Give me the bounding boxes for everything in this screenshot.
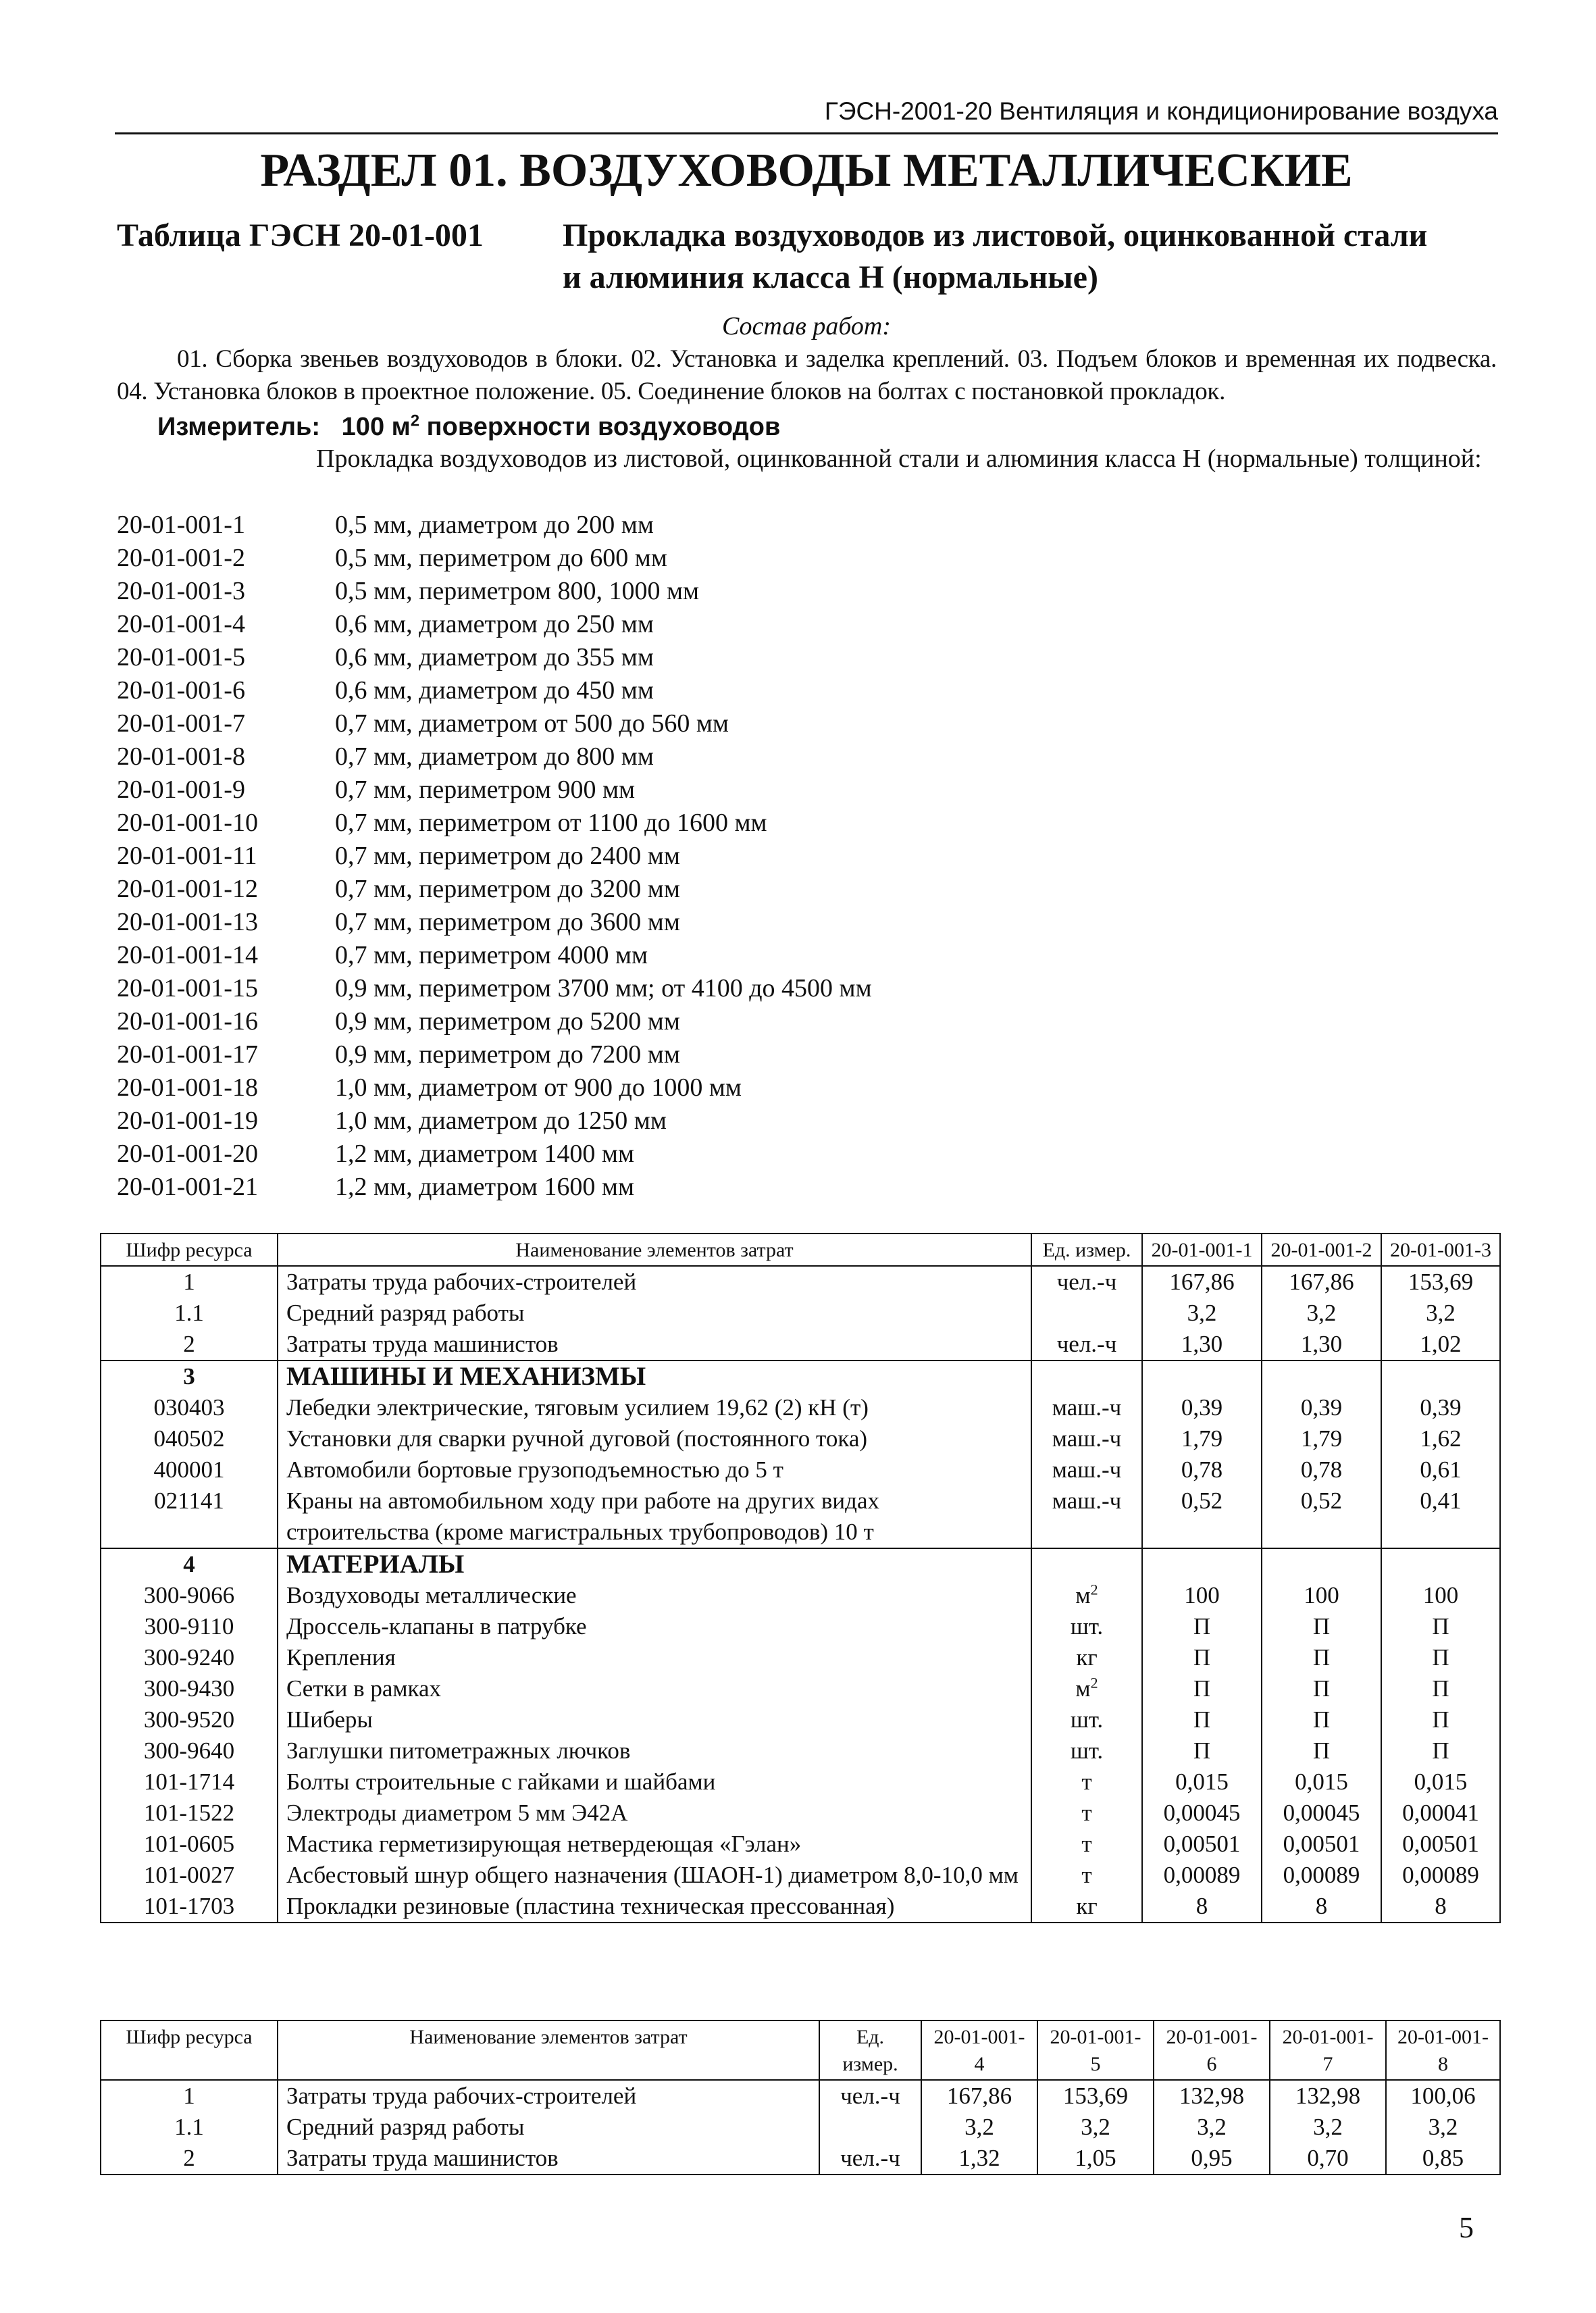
table-row xyxy=(101,1298,1500,1329)
unit-text: т xyxy=(1081,1862,1092,1888)
resource-code: 2 xyxy=(101,1329,278,1361)
value-cell: 0,015 xyxy=(1142,1766,1262,1798)
table-row xyxy=(101,1860,1500,1891)
value-cell: 0,015 xyxy=(1262,1766,1381,1798)
table-header-row xyxy=(101,2020,1500,2080)
resource-table-2 xyxy=(100,2020,1501,2175)
item-description: 1,2 мм, диаметром 1600 мм xyxy=(335,1173,635,1201)
unit-cell xyxy=(1031,1860,1142,1891)
value-cell: 132,98 xyxy=(1270,2080,1386,2112)
value-cell: 100 xyxy=(1142,1580,1262,1611)
value-cell: 0,78 xyxy=(1142,1454,1262,1485)
value-cell: П xyxy=(1142,1704,1262,1735)
unit-cell xyxy=(1031,1580,1142,1611)
value-cell: 0,39 xyxy=(1142,1392,1262,1423)
item-description: 0,6 мм, диаметром до 355 мм xyxy=(335,643,654,671)
resource-code: 1.1 xyxy=(101,1298,278,1329)
item-description: 1,0 мм, диаметром до 1250 мм xyxy=(335,1107,667,1135)
unit-superscript: 2 xyxy=(1090,1581,1098,1598)
value-cell: П xyxy=(1142,1611,1262,1642)
resource-code: 300-9066 xyxy=(101,1580,278,1611)
value-cell: 0,00089 xyxy=(1142,1860,1262,1891)
item-row xyxy=(117,509,1062,542)
unit-text: т xyxy=(1081,1800,1092,1826)
item-row xyxy=(117,1171,1062,1204)
value-cell: 0,52 xyxy=(1142,1485,1262,1548)
value-cell: 0,00501 xyxy=(1381,1829,1500,1860)
value-cell: 0,39 xyxy=(1381,1392,1500,1423)
value-cell: 3,2 xyxy=(921,2112,1037,2143)
resource-name: Затраты труда машинистов xyxy=(278,1329,1031,1361)
item-code: 20-01-001-15 xyxy=(117,974,258,1002)
value-cell xyxy=(1142,1361,1262,1392)
unit-text: чел.-ч xyxy=(1056,1331,1117,1357)
table-row xyxy=(101,2112,1500,2143)
unit-cell xyxy=(1031,1704,1142,1735)
value-cell: П xyxy=(1262,1611,1381,1642)
item-description: 0,7 мм, периметром до 3600 мм xyxy=(335,908,680,936)
unit-text: т xyxy=(1081,1769,1092,1795)
header-cell: Ед. измер. xyxy=(819,2020,921,2080)
unit-text: кг xyxy=(1076,1893,1098,1919)
value-cell: 100 xyxy=(1262,1580,1381,1611)
item-description: 0,7 мм, периметром до 2400 мм xyxy=(335,842,680,870)
value-cell: 0,015 xyxy=(1381,1766,1500,1798)
value-cell: 153,69 xyxy=(1381,1266,1500,1298)
resource-name: Лебедки электрические, тяговым усилием 19,62 (2) кН (т) xyxy=(278,1392,1031,1423)
resource-code: 1.1 xyxy=(101,2112,278,2143)
value-cell: 3,2 xyxy=(1386,2112,1500,2143)
unit-cell xyxy=(1031,1829,1142,1860)
item-code: 20-01-001-17 xyxy=(117,1040,258,1069)
resource-code: 2 xyxy=(101,2143,278,2175)
value-cell: П xyxy=(1262,1704,1381,1735)
table-row xyxy=(101,1611,1500,1642)
table-row xyxy=(101,1735,1500,1766)
table-row xyxy=(101,1766,1500,1798)
value-cell: П xyxy=(1142,1642,1262,1673)
unit-cell xyxy=(1031,1423,1142,1454)
running-header: ГЭСН-2001-20 Вентиляция и кондиционирование воздуха xyxy=(115,95,1498,134)
value-cell: 1,02 xyxy=(1381,1329,1500,1361)
unit-text: чел.-ч xyxy=(840,2083,900,2109)
table-row xyxy=(101,2080,1500,2112)
resource-table-1 xyxy=(100,1233,1501,1923)
items-intro: Прокладка воздуховодов из листовой, оцинкованной стали и алюминия класса Н (нормальные) толщиной: xyxy=(316,444,1482,473)
resource-name: Затраты труда рабочих-строителей xyxy=(278,2080,819,2112)
unit-cell xyxy=(1031,1735,1142,1766)
item-code: 20-01-001-5 xyxy=(117,643,245,671)
value-cell: П xyxy=(1381,1735,1500,1766)
resource-name: Шиберы xyxy=(278,1704,1031,1735)
value-cell: 8 xyxy=(1142,1891,1262,1923)
value-cell: 153,69 xyxy=(1037,2080,1154,2112)
table-row xyxy=(101,1329,1500,1361)
resource-name: Дроссель-клапаны в патрубке xyxy=(278,1611,1031,1642)
unit-text: чел.-ч xyxy=(840,2145,900,2171)
resource-name: Средний разряд работы xyxy=(278,2112,819,2143)
group-row xyxy=(101,1361,1500,1392)
resource-name: Мастика герметизирующая нетвердеющая «Гэлан» xyxy=(278,1829,1031,1860)
value-cell: 167,86 xyxy=(1262,1266,1381,1298)
item-code: 20-01-001-9 xyxy=(117,776,245,804)
unit-text: шт. xyxy=(1070,1706,1104,1733)
value-cell: 100 xyxy=(1381,1580,1500,1611)
unit-cell xyxy=(1031,1673,1142,1704)
unit-cell xyxy=(1031,1361,1142,1392)
value-cell: 0,00089 xyxy=(1381,1860,1500,1891)
value-cell xyxy=(1381,1361,1500,1392)
value-cell: 0,00045 xyxy=(1142,1798,1262,1829)
value-cell: 0,39 xyxy=(1262,1392,1381,1423)
resource-name: Сетки в рамках xyxy=(278,1673,1031,1704)
value-cell: П xyxy=(1381,1642,1500,1673)
unit-cell xyxy=(1031,1548,1142,1580)
resource-code: 1 xyxy=(101,1266,278,1298)
value-cell: 1,79 xyxy=(1142,1423,1262,1454)
table-row xyxy=(101,1829,1500,1860)
value-cell xyxy=(1381,1548,1500,1580)
item-description: 0,7 мм, периметром 4000 мм xyxy=(335,941,648,969)
item-code: 20-01-001-7 xyxy=(117,709,245,738)
unit-cell xyxy=(1031,1454,1142,1485)
resource-name: Электроды диаметром 5 мм Э42А xyxy=(278,1798,1031,1829)
item-code: 20-01-001-16 xyxy=(117,1007,258,1036)
item-description: 0,9 мм, периметром до 7200 мм xyxy=(335,1040,680,1069)
resource-code: 400001 xyxy=(101,1454,278,1485)
group-row xyxy=(101,1548,1500,1580)
resource-name: Установки для сварки ручной дуговой (постоянного тока) xyxy=(278,1423,1031,1454)
item-row xyxy=(117,542,1062,575)
unit-cell xyxy=(1031,1266,1142,1298)
value-cell: П xyxy=(1142,1735,1262,1766)
item-row xyxy=(117,873,1062,906)
header-cell: 20-01-001-3 xyxy=(1381,1234,1500,1266)
value-cell: 0,52 xyxy=(1262,1485,1381,1548)
value-cell: П xyxy=(1381,1673,1500,1704)
header-cell: 20-01-001-7 xyxy=(1270,2020,1386,2080)
item-row xyxy=(117,773,1062,807)
unit-text: шт. xyxy=(1070,1613,1104,1640)
value-cell: 1,30 xyxy=(1142,1329,1262,1361)
resource-code: 040502 xyxy=(101,1423,278,1454)
item-description: 1,0 мм, диаметром от 900 до 1000 мм xyxy=(335,1073,742,1102)
value-cell xyxy=(1262,1548,1381,1580)
unit-text: маш.-ч xyxy=(1052,1488,1122,1514)
value-cell: 0,70 xyxy=(1270,2143,1386,2175)
table-row xyxy=(101,1642,1500,1673)
measure-label: Измеритель: xyxy=(157,413,320,441)
table-row xyxy=(101,1891,1500,1923)
item-code: 20-01-001-20 xyxy=(117,1140,258,1168)
table-row xyxy=(101,1673,1500,1704)
unit-superscript: 2 xyxy=(1090,1674,1098,1692)
item-code: 20-01-001-19 xyxy=(117,1107,258,1135)
value-cell: 1,30 xyxy=(1262,1329,1381,1361)
header-cell: Ед. измер. xyxy=(1031,1234,1142,1266)
value-cell: 3,2 xyxy=(1142,1298,1262,1329)
header-cell: 20-01-001-2 xyxy=(1262,1234,1381,1266)
header-cell: 20-01-001-5 xyxy=(1037,2020,1154,2080)
table-row xyxy=(101,1580,1500,1611)
unit-cell xyxy=(1031,1485,1142,1548)
unit-text: м xyxy=(1075,1675,1091,1702)
resource-code: 4 xyxy=(101,1548,278,1580)
header-cell: Шифр ресурса xyxy=(101,1234,278,1266)
table-row xyxy=(101,2143,1500,2175)
header-cell: 20-01-001-1 xyxy=(1142,1234,1262,1266)
value-cell: 0,00501 xyxy=(1142,1829,1262,1860)
item-code-list xyxy=(117,509,1062,1204)
page-number: 5 xyxy=(1459,2211,1474,2244)
item-description: 0,7 мм, диаметром до 800 мм xyxy=(335,742,654,771)
resource-code: 1 xyxy=(101,2080,278,2112)
value-cell: 0,00045 xyxy=(1262,1798,1381,1829)
resource-name: Автомобили бортовые грузоподъемностью до 5 т xyxy=(278,1454,1031,1485)
header-cell: Наименование элементов затрат xyxy=(278,1234,1031,1266)
resource-name: МАТЕРИАЛЫ xyxy=(278,1548,1031,1580)
value-cell: 1,32 xyxy=(921,2143,1037,2175)
item-code: 20-01-001-10 xyxy=(117,809,258,837)
resource-code: 300-9520 xyxy=(101,1704,278,1735)
measure-unit xyxy=(157,410,780,444)
table-row xyxy=(101,1454,1500,1485)
resource-code: 300-9110 xyxy=(101,1611,278,1642)
item-description: 0,7 мм, периметром до 3200 мм xyxy=(335,875,680,903)
resource-code: 300-9430 xyxy=(101,1673,278,1704)
value-cell xyxy=(1262,1361,1381,1392)
value-cell xyxy=(1142,1548,1262,1580)
item-code: 20-01-001-13 xyxy=(117,908,258,936)
resource-name: Прокладки резиновые (пластина техническая прессованная) xyxy=(278,1891,1031,1923)
item-code: 20-01-001-8 xyxy=(117,742,245,771)
item-row xyxy=(117,1005,1062,1038)
work-heading: Состав работ: xyxy=(721,312,892,340)
item-description: 0,6 мм, диаметром до 250 мм xyxy=(335,610,654,638)
value-cell: П xyxy=(1142,1673,1262,1704)
item-code: 20-01-001-4 xyxy=(117,610,245,638)
resource-code: 300-9240 xyxy=(101,1642,278,1673)
unit-cell xyxy=(1031,1766,1142,1798)
value-cell: 3,2 xyxy=(1270,2112,1386,2143)
value-cell: 3,2 xyxy=(1262,1298,1381,1329)
resource-name: Затраты труда машинистов xyxy=(278,2143,819,2175)
table-row xyxy=(101,1423,1500,1454)
resource-code: 021141 xyxy=(101,1485,278,1548)
unit-text: маш.-ч xyxy=(1052,1425,1122,1452)
item-description: 0,7 мм, диаметром от 500 до 560 мм xyxy=(335,709,729,738)
item-row xyxy=(117,906,1062,939)
item-description: 0,5 мм, периметром до 600 мм xyxy=(335,544,667,572)
item-row xyxy=(117,575,1062,608)
item-row xyxy=(117,740,1062,773)
item-description: 1,2 мм, диаметром 1400 мм xyxy=(335,1140,635,1168)
resource-name: Краны на автомобильном ходу при работе на других видах строительства (кроме магистральных трубопроводов) 10 т xyxy=(278,1485,1031,1548)
value-cell: 1,05 xyxy=(1037,2143,1154,2175)
item-description: 0,5 мм, периметром 800, 1000 мм xyxy=(335,577,700,605)
unit-text: маш.-ч xyxy=(1052,1394,1122,1421)
unit-cell xyxy=(819,2143,921,2175)
value-cell: 3,2 xyxy=(1154,2112,1270,2143)
item-code: 20-01-001-2 xyxy=(117,544,245,572)
value-cell: 8 xyxy=(1381,1891,1500,1923)
item-code: 20-01-001-1 xyxy=(117,511,245,539)
resource-code: 3 xyxy=(101,1361,278,1392)
resource-name: Воздуховоды металлические xyxy=(278,1580,1031,1611)
item-row xyxy=(117,1104,1062,1138)
item-code: 20-01-001-12 xyxy=(117,875,258,903)
item-description: 0,6 мм, диаметром до 450 мм xyxy=(335,676,654,705)
unit-cell xyxy=(1031,1329,1142,1361)
table-row xyxy=(101,1266,1500,1298)
table-row xyxy=(101,1392,1500,1423)
item-row xyxy=(117,1038,1062,1071)
value-cell: 8 xyxy=(1262,1891,1381,1923)
item-description: 0,5 мм, диаметром до 200 мм xyxy=(335,511,654,539)
table-name-line2: и алюминия класса Н (нормальные) xyxy=(563,259,1098,295)
item-row xyxy=(117,840,1062,873)
item-code: 20-01-001-3 xyxy=(117,577,245,605)
item-row xyxy=(117,1071,1062,1104)
item-code: 20-01-001-14 xyxy=(117,941,258,969)
value-cell: 0,00501 xyxy=(1262,1829,1381,1860)
unit-cell xyxy=(819,2080,921,2112)
value-cell: 132,98 xyxy=(1154,2080,1270,2112)
item-row xyxy=(117,641,1062,674)
item-row xyxy=(117,807,1062,840)
header-cell: 20-01-001-4 xyxy=(921,2020,1037,2080)
resource-code: 101-1522 xyxy=(101,1798,278,1829)
item-row xyxy=(117,1138,1062,1171)
item-description: 0,7 мм, периметром 900 мм xyxy=(335,776,636,804)
value-cell: 0,85 xyxy=(1386,2143,1500,2175)
header-cell: Шифр ресурса xyxy=(101,2020,278,2080)
value-cell: 1,62 xyxy=(1381,1423,1500,1454)
resource-name: Асбестовый шнур общего назначения (ШАОН-1) диаметром 8,0-10,0 мм xyxy=(278,1860,1031,1891)
item-row xyxy=(117,674,1062,707)
table-row xyxy=(101,1704,1500,1735)
value-cell: П xyxy=(1262,1642,1381,1673)
item-row xyxy=(117,608,1062,641)
unit-cell xyxy=(1031,1611,1142,1642)
unit-cell xyxy=(1031,1798,1142,1829)
unit-cell xyxy=(819,2112,921,2143)
unit-cell xyxy=(1031,1891,1142,1923)
table-name-line1: Прокладка воздуховодов из листовой, оцинкованной стали xyxy=(563,218,1428,253)
value-cell: 0,41 xyxy=(1381,1485,1500,1548)
unit-text: шт. xyxy=(1070,1737,1104,1764)
resource-name: Болты строительные с гайками и шайбами xyxy=(278,1766,1031,1798)
value-cell: 3,2 xyxy=(1037,2112,1154,2143)
table-header-row xyxy=(101,1234,1500,1266)
resource-code: 030403 xyxy=(101,1392,278,1423)
resource-code: 101-1703 xyxy=(101,1891,278,1923)
unit-text: чел.-ч xyxy=(1056,1269,1117,1295)
measure-value: 100 $м^2$ поверхности воздуховодов xyxy=(341,411,781,441)
unit-text: т xyxy=(1081,1831,1092,1857)
resource-name: МАШИНЫ И МЕХАНИЗМЫ xyxy=(278,1361,1031,1392)
value-cell: 0,95 xyxy=(1154,2143,1270,2175)
unit-cell xyxy=(1031,1392,1142,1423)
resource-name: Затраты труда рабочих-строителей xyxy=(278,1266,1031,1298)
item-code: 20-01-001-18 xyxy=(117,1073,258,1102)
value-cell: 1,79 xyxy=(1262,1423,1381,1454)
work-description: 01. Сборка звеньев воздуховодов в блоки. 02. Установка и заделка креплений. 03. Подъем блоков и временная их подвеска. 04. Установка блоков в проектное положение. 05. Соединение блоков на болтах с постановкой прокладок. xyxy=(117,345,1497,405)
header-cell: Наименование элементов затрат xyxy=(278,2020,819,2080)
item-description: 0,9 мм, периметром 3700 мм; от 4100 до 4500 мм xyxy=(335,974,872,1002)
item-code: 20-01-001-6 xyxy=(117,676,245,705)
item-description: 0,7 мм, периметром от 1100 до 1600 мм xyxy=(335,809,767,837)
table-name xyxy=(563,215,1508,299)
unit-cell xyxy=(1031,1298,1142,1329)
value-cell: 0,61 xyxy=(1381,1454,1500,1485)
value-cell: П xyxy=(1262,1735,1381,1766)
value-cell: 0,00089 xyxy=(1262,1860,1381,1891)
item-row xyxy=(117,972,1062,1005)
value-cell: 0,00041 xyxy=(1381,1798,1500,1829)
value-cell: 3,2 xyxy=(1381,1298,1500,1329)
unit-text: кг xyxy=(1076,1644,1098,1671)
value-cell: П xyxy=(1381,1611,1500,1642)
table-row xyxy=(101,1485,1500,1548)
resource-name: Крепления xyxy=(278,1642,1031,1673)
value-cell: П xyxy=(1381,1704,1500,1735)
item-description: 0,9 мм, периметром до 5200 мм xyxy=(335,1007,680,1036)
unit-text: маш.-ч xyxy=(1052,1456,1122,1483)
header-cell: 20-01-001-6 xyxy=(1154,2020,1270,2080)
unit-text: м xyxy=(1075,1582,1091,1608)
resource-code: 101-0027 xyxy=(101,1860,278,1891)
value-cell: 167,86 xyxy=(921,2080,1037,2112)
item-row xyxy=(117,707,1062,740)
resource-code: 101-1714 xyxy=(101,1766,278,1798)
resource-name: Заглушки питометражных лючков xyxy=(278,1735,1031,1766)
item-code: 20-01-001-11 xyxy=(117,842,257,870)
header-cell: 20-01-001-8 xyxy=(1386,2020,1500,2080)
resource-name: Средний разряд работы xyxy=(278,1298,1031,1329)
value-cell: 0,78 xyxy=(1262,1454,1381,1485)
item-code: 20-01-001-21 xyxy=(117,1173,258,1201)
unit-cell xyxy=(1031,1642,1142,1673)
table-row xyxy=(101,1798,1500,1829)
resource-code: 300-9640 xyxy=(101,1735,278,1766)
item-row xyxy=(117,939,1062,972)
section-title: РАЗДЕЛ 01. ВОЗДУХОВОДЫ МЕТАЛЛИЧЕСКИЕ xyxy=(260,145,1353,197)
resource-code: 101-0605 xyxy=(101,1829,278,1860)
value-cell: 100,06 xyxy=(1386,2080,1500,2112)
table-label: Таблица ГЭСН 20-01-001 xyxy=(117,218,484,253)
value-cell: П xyxy=(1262,1673,1381,1704)
value-cell: 167,86 xyxy=(1142,1266,1262,1298)
